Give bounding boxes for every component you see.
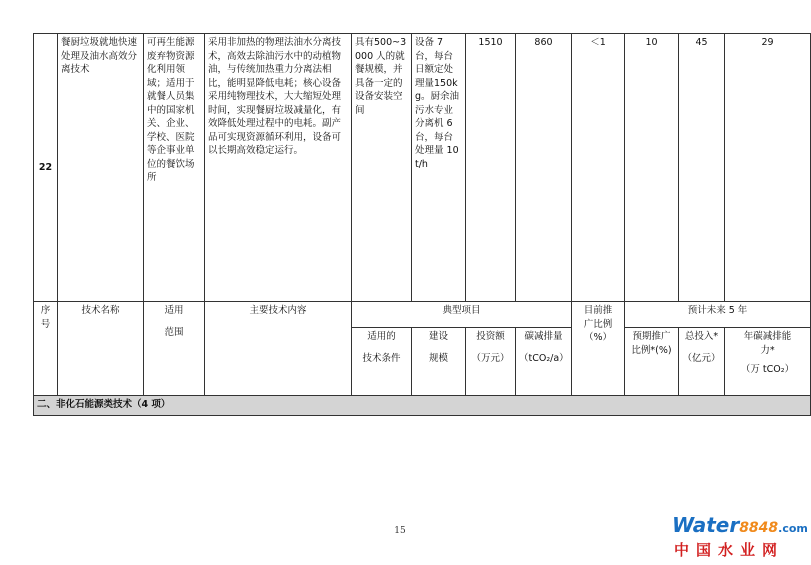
main-technical-content: 采用非加热的物理法油水分离技术，高效去除油污水中的动植物油，与传统加热重力分离法相比，能明显降低电耗；核心设备采用纯物理技术，大大缩短处理时间，实现餐厨垃圾减量化，有效降低处理过程中的电耗。副产品可实现资源循环利用，设备可以长期高效稳定运行。 (205, 34, 352, 302)
header-current-ratio-line1: 目前推 (583, 305, 613, 316)
watermark-word: Water (672, 513, 740, 537)
row-number: 22 (34, 34, 58, 302)
carbon-reduction-value: 860 (516, 34, 572, 302)
technology-name: 餐厨垃圾就地快速处理及油水高效分离技术 (58, 34, 144, 302)
header-scale-line1: 建设 (428, 331, 448, 342)
header-reduction-line1: 碳减排量 (524, 331, 563, 342)
section-heading: 二、非化石能源类技术（4 项） (34, 396, 811, 416)
technology-table (33, 33, 811, 416)
investment-value: 1510 (466, 34, 516, 302)
header-reduction-line2: （tCO₂/a） (519, 352, 569, 364)
watermark-digits: 8848 (739, 520, 779, 536)
header-current-ratio (572, 302, 625, 396)
header-conditions-line1: 适用的 (367, 331, 396, 342)
header-expected-ratio-line1: 预期推广 (632, 331, 671, 342)
watermark-logo (672, 513, 808, 562)
header-scope-line2: 范围 (164, 326, 184, 338)
header-total-investment-line1: 总投入* (684, 331, 719, 342)
header-name: 技术名称 (58, 302, 144, 396)
header-scale-line2: 规模 (428, 352, 448, 364)
annual-reduction-value: 29 (725, 34, 811, 302)
header-current-ratio-line2: 广比例 (583, 318, 613, 330)
expected-ratio-value: 10 (625, 34, 679, 302)
applicable-conditions: 具有500~3000 人的就餐规模，并具备一定的设备安装空间 (352, 34, 412, 302)
header-conditions-line2: 技术条件 (362, 352, 401, 364)
header-investment (466, 328, 516, 396)
header-investment-line1: 投资额 (476, 331, 505, 342)
header-typical-project: 典型项目 (352, 302, 572, 328)
header-conditions (352, 328, 412, 396)
header-annual-reduction-line3: （万 tCO₂） (740, 364, 795, 375)
header-row-top (34, 302, 811, 328)
header-total-investment-line2: （亿元） (682, 352, 721, 364)
watermark-dotcom: .com (778, 522, 808, 535)
application-scope: 可再生能源 废弃物资源化利用领域；适用于就餐人员集中的国家机关、企业、学校、医院等企事业单位的餐饮场所 (144, 34, 205, 302)
page-number: 15 (394, 526, 406, 536)
header-current-ratio-line3: （%） (583, 332, 613, 343)
header-annual-reduction (725, 328, 811, 396)
header-content: 主要技术内容 (205, 302, 352, 396)
header-scope-line1: 适用 (164, 305, 184, 316)
header-reduction (516, 328, 572, 396)
header-investment-line2: （万元） (471, 352, 510, 364)
header-scale (412, 328, 466, 396)
watermark-site-name (672, 513, 808, 540)
watermark-chinese-name: 中国水业网 (674, 541, 785, 559)
header-expected-ratio (625, 328, 679, 396)
header-next-5-years: 预计未来 5 年 (625, 302, 811, 328)
header-expected-ratio-line2: 比例*(%) (631, 344, 672, 356)
header-annual-reduction-line1: 年碳减排能 (743, 331, 792, 342)
header-annual-reduction-line2: 力* (760, 344, 775, 356)
header-scope (144, 302, 205, 396)
total-investment-value: 45 (679, 34, 725, 302)
current-ratio-value: ＜1 (572, 34, 625, 302)
section-row (34, 396, 811, 416)
table-row (34, 34, 811, 302)
header-total-investment (679, 328, 725, 396)
construction-scale: 设备 7 台，每台日额定处理量150kg。厨余油污水专业分离机 6 台，每台处理量 10t/h (412, 34, 466, 302)
header-no: 序号 (34, 302, 58, 396)
